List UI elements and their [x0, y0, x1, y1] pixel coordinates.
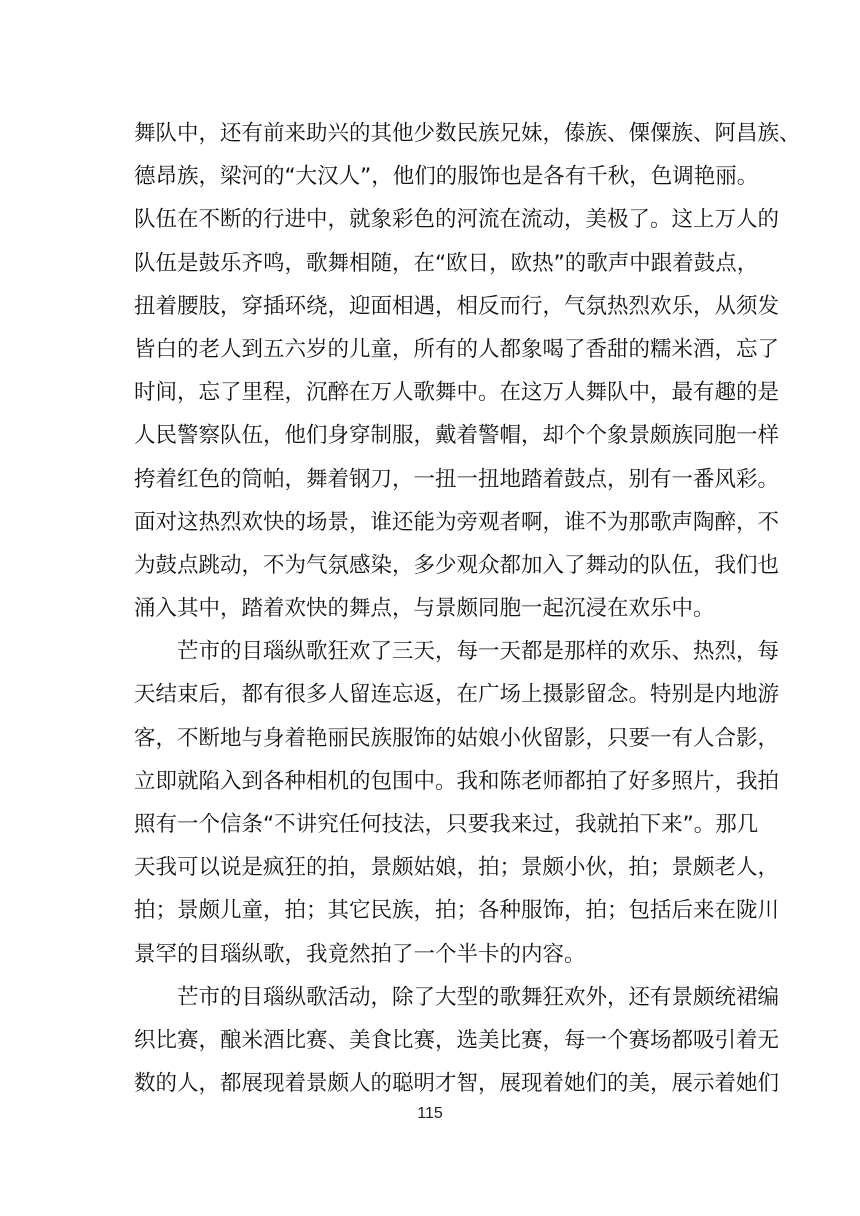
text-line: 队伍在不断的行进中，就象彩色的河流在流动，美极了。这上万人的	[134, 207, 780, 233]
text-line: 拍；景颇儿童，拍；其它民族，拍；各种服饰，拍；包括后来在陇川	[134, 898, 780, 924]
text-line: 涌入其中，踏着欢快的舞点，与景颇同胞一起沉浸在欢乐中。	[134, 596, 715, 622]
text-line: 客，不断地与身着艳丽民族服饰的姑娘小伙留影，只要一有人合影，	[134, 725, 780, 751]
paragraph-first-line: 芒市的目瑙纵歌活动，除了大型的歌舞狂欢外，还有景颇统裙编	[177, 984, 780, 1010]
paragraph-first-line: 芒市的目瑙纵歌狂欢了三天，每一天都是那样的欢乐、热烈，每	[177, 639, 780, 665]
text-line: 皆白的老人到五六岁的儿童，所有的人都象喝了香甜的糯米酒，忘了	[134, 336, 780, 362]
text-line: 立即就陷入到各种相机的包围中。我和陈老师都拍了好多照片，我拍	[134, 768, 780, 794]
text-line: 为鼓点跳动，不为气氛感染，多少观众都加入了舞动的队伍，我们也	[134, 552, 780, 578]
text-line: 人民警察队伍，他们身穿制服，戴着警帽，却个个象景颇族同胞一样	[134, 423, 780, 449]
text-line: 照有一个信条“不讲究任何技法，只要我来过，我就拍下来”。那几	[134, 812, 759, 837]
text-line: 舞队中，还有前来助兴的其他少数民族兄妹，傣族、傈僳族、阿昌族、	[134, 121, 801, 146]
text-line: 扭着腰肢，穿插环绕，迎面相遇，相反而行，气氛热烈欢乐，从须发	[134, 293, 780, 319]
text-line: 面对这热烈欢快的场景，谁还能为旁观者啊，谁不为那歌声陶醉，不	[134, 509, 780, 535]
text-line: 织比赛，酿米酒比赛、美食比赛，选美比赛，每一个赛场都吸引着无	[134, 1027, 780, 1053]
text-line: 德昂族，梁河的“大汉人”，他们的服饰也是各有千秋，色调艳丽。	[134, 164, 759, 190]
text-line: 数的人，都展现着景颇人的聪明才智，展现着她们的美，展示着她们	[134, 1071, 780, 1097]
page-number: 115	[417, 1105, 443, 1122]
text-line: 时间，忘了里程，沉醉在万人歌舞中。在这万人舞队中，最有趣的是	[134, 380, 780, 406]
body-text	[134, 112, 801, 1105]
text-line: 天我可以说是疯狂的拍，景颇姑娘，拍；景颇小伙，拍；景颇老人，	[134, 855, 780, 881]
text-line: 天结束后，都有很多人留连忘返，在广场上摄影留念。特别是内地游	[134, 682, 780, 708]
text-line: 景罕的目瑙纵歌，我竟然拍了一个半卡的内容。	[134, 941, 586, 967]
text-line: 挎着红色的筒帕，舞着钢刀，一扭一扭地踏着鼓点，别有一番风彩。	[134, 466, 780, 492]
text-line: 队伍是鼓乐齐鸣，歌舞相随，在“欧日，欧热”的歌声中跟着鼓点，	[134, 250, 759, 276]
